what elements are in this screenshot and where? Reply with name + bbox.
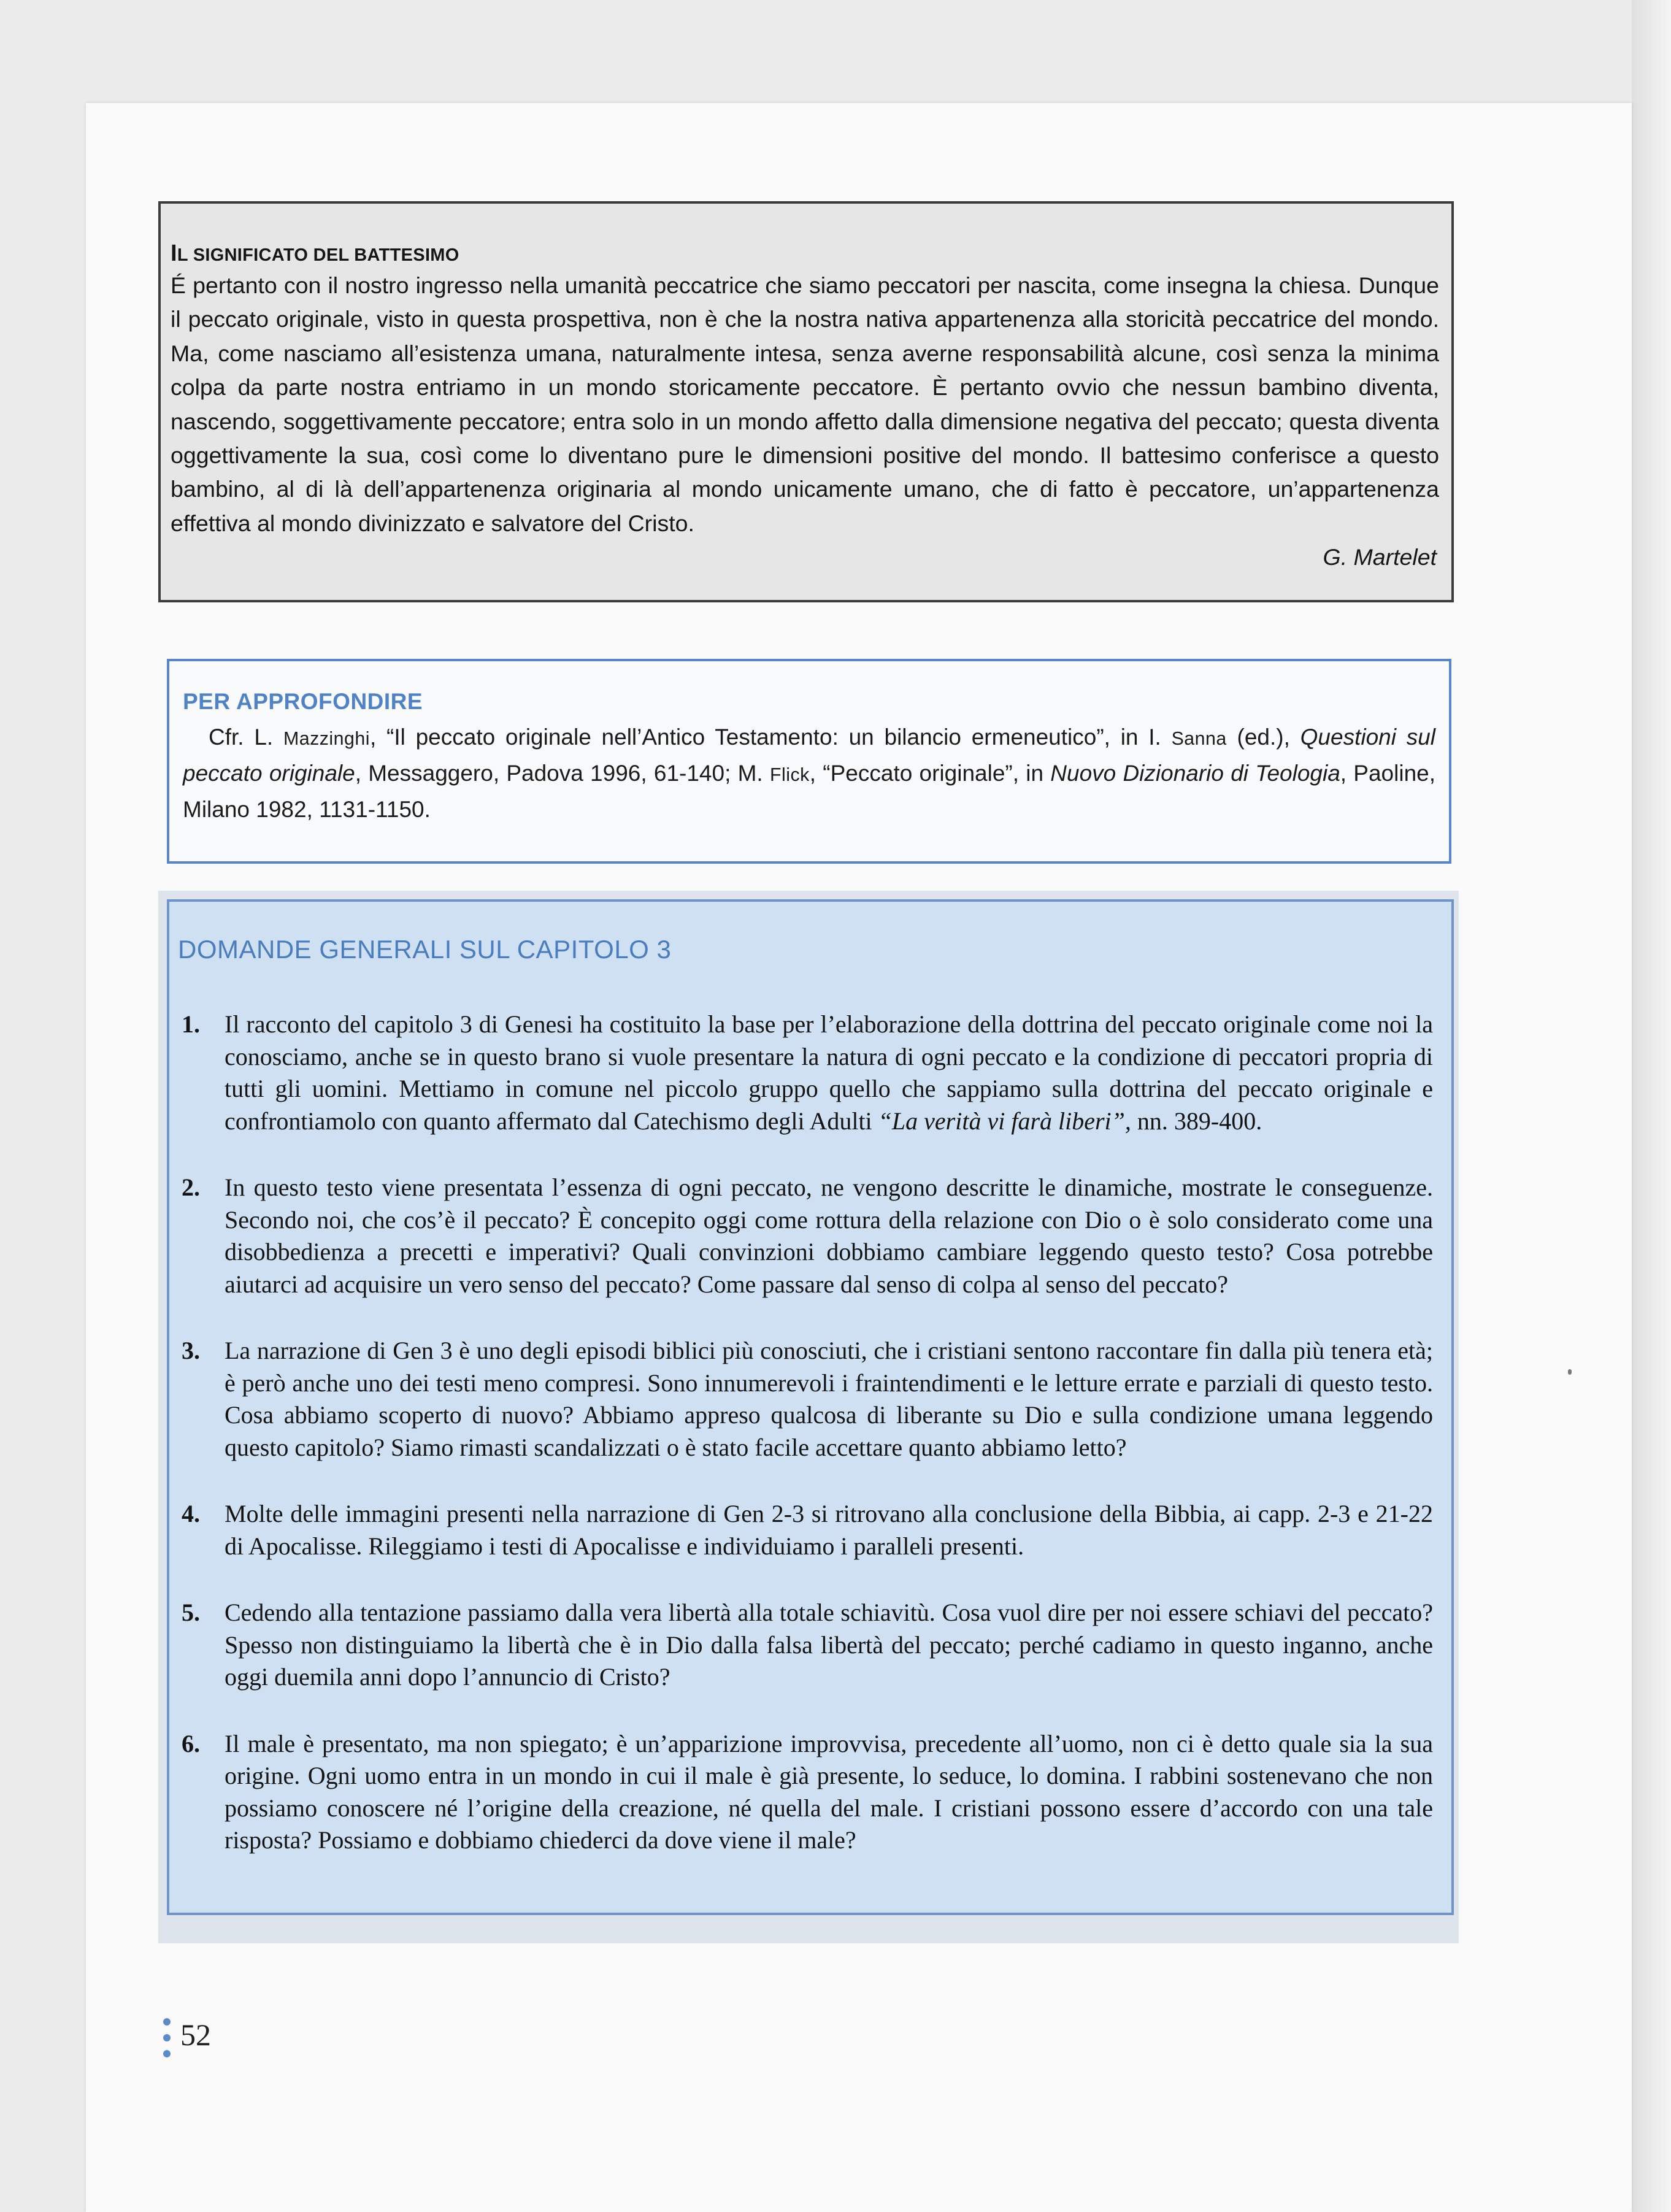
question-text: Il male è presentato, ma non spiegato; è un’apparizione improvvisa, precedente all’uomo, non ci è detto quale sia la sua origine. Ogni uomo entra in un mondo in cui il male è già presente, lo seduce, lo domina. I rabbini sostenevano che non possiamo conoscere né l’origine della creazione, né quella del male. I cristiani possono essere d’accordo con una tale risposta? Possiamo e dobbiamo chiederci da dove viene il male? bbox=[225, 1729, 1433, 1854]
question-text-part: Il racconto del capitolo 3 di Genesi ha costituito la base per l’elaborazione della dottrina del peccato originale come noi la conosciamo, anche se in questo brano si vuole presentare la natura di ogni peccato e la condizione di peccatori propria di tutti gli uomini. Mettiamo in comune nel piccolo gruppo quello che sappiamo sulla dottrina del peccato originale e confrontiamolo con quanto affermato dal Catechismo degli Adulti bbox=[225, 1010, 1433, 1135]
question-item bbox=[178, 1728, 1433, 1857]
ref-author-mazzinghi: Mazzinghi bbox=[283, 729, 370, 749]
ref-book-title: Nuovo Dizionario di Teologia bbox=[1050, 761, 1340, 786]
ref-book-title: Questioni sul peccato originale bbox=[183, 724, 1436, 786]
questions-box bbox=[167, 899, 1454, 1915]
question-item bbox=[178, 1498, 1433, 1562]
question-number: 4. bbox=[182, 1500, 200, 1527]
ref-text: , Paoline, Milano 1982, 1131-1150. bbox=[183, 761, 1436, 822]
page-edge bbox=[1632, 0, 1671, 2212]
question-item bbox=[178, 1597, 1433, 1694]
question-text: La narrazione di Gen 3 è uno degli episodi biblici più conosciuti, che i cristiani sentono raccontare fin dalla più tenera età; è però anche uno dei testi meno compresi. Sono innumerevoli i fraintendimenti e le letture errate e parziali di questo testo. Cosa abbiamo scoperto di nuovo? Abbiamo appreso qualcosa di liberante su Dio e sulla condizione umana leggendo questo capitolo? Siamo rimasti scandalizzati o è stato facile accettare quanto abbiamo letto? bbox=[225, 1337, 1433, 1461]
quote-box-title bbox=[171, 240, 1439, 266]
ref-text: , “Peccato originale”, in bbox=[809, 761, 1051, 786]
further-reading-box bbox=[167, 659, 1451, 864]
question-text: Cedendo alla tentazione passiamo dalla vera libertà alla totale schiavitù. Cosa vuol dire per noi essere schiavi del peccato? Spesso non distinguiamo la libertà che è in Dio dalla falsa libertà del peccato; perché cadiamo in questo inganno, anche oggi duemila anni dopo l’annuncio di Cristo? bbox=[225, 1599, 1433, 1691]
quote-text: É pertanto con il nostro ingresso nella umanità peccatrice che siamo peccatori per nascita, come insegna la chiesa. Dunque il peccato originale, visto in questa prospettiva, non è che la nostra nativa appartenenza alla storicità peccatrice del mondo. Ma, come nasciamo all’esistenza umana, naturalmente intesa, senza averne responsabilità alcune, così senza la minima colpa da parte nostra entriamo in un mondo storicamente peccatore. È pertanto ovvio che nessun bambino diventa, nascendo, soggettivamente peccatore; entra solo in un mondo affetto dalla dimensione negativa del peccato; questa diventa oggettivamente la sua, così come lo diventano pure le dimensioni positive del mondo. Il battesimo conferisce a questo bambino, al di là dell’appartenenza originaria al mondo unicamente umano, che di fatto è peccatore, un’appartenenza effettiva al mondo divinizzato e salvatore del Cristo. bbox=[171, 272, 1439, 536]
title-initial: I bbox=[171, 240, 177, 266]
question-text-italic: “La verità vi farà liberi”, bbox=[878, 1107, 1131, 1135]
ref-text: , “Il peccato originale nell’Antico Testamento: un bilancio ermeneutico”, in I. bbox=[369, 724, 1172, 750]
title-rest: L SIGNIFICATO DEL BATTESIMO bbox=[177, 245, 459, 265]
quote-box-battesimo bbox=[158, 201, 1454, 602]
ref-text: (ed.), bbox=[1226, 724, 1300, 750]
scan-speck bbox=[1568, 1369, 1572, 1375]
question-text: In questo testo viene presentata l’essenza di ogni peccato, ne vengono descritte le dinamiche, mostrate le conseguenze. Secondo noi, che cos’è il peccato? È concepito oggi come rottura della relazione con Dio o è solo considerato come una disobbedienza a precetti e imperativi? Quali convinzioni dobbiamo cambiare leggendo questo testo? Cosa potrebbe aiutarci ad acquisire un vero senso del peccato? Come passare dal senso di colpa al senso del peccato? bbox=[225, 1173, 1433, 1298]
question-item bbox=[178, 1172, 1433, 1300]
further-reading-text bbox=[183, 720, 1435, 827]
questions-title: DOMANDE GENERALI SUL CAPITOLO 3 bbox=[178, 935, 672, 964]
question-text bbox=[225, 1008, 1433, 1137]
question-number: 2. bbox=[182, 1173, 200, 1201]
ref-author-flick: Flick bbox=[769, 765, 810, 785]
question-number: 1. bbox=[182, 1010, 200, 1038]
further-reading-title: PER APPROFONDIRE bbox=[183, 689, 423, 714]
question-number: 5. bbox=[182, 1599, 200, 1626]
ref-text: , Messaggero, Padova 1996, 61-140; M. bbox=[355, 761, 770, 786]
page-number: 52 bbox=[180, 2018, 211, 2052]
question-number: 6. bbox=[182, 1729, 200, 1757]
question-item bbox=[178, 1008, 1433, 1137]
quote-author: G. Martelet bbox=[1323, 544, 1437, 570]
question-text-part: nn. 389-400. bbox=[1131, 1107, 1262, 1135]
ref-author-sanna: Sanna bbox=[1171, 729, 1227, 749]
page-number-dots bbox=[163, 2018, 172, 2066]
question-number: 3. bbox=[182, 1337, 200, 1364]
question-item bbox=[178, 1335, 1433, 1464]
question-text: Molte delle immagini presenti nella narrazione di Gen 2-3 si ritrovano alla conclusione della Bibbia, ai capp. 2-3 e 21-22 di Apocalisse. Rileggiamo i testi di Apocalisse e individuiamo i paralleli presenti. bbox=[225, 1500, 1433, 1560]
ref-text: Cfr. L. bbox=[209, 724, 283, 750]
